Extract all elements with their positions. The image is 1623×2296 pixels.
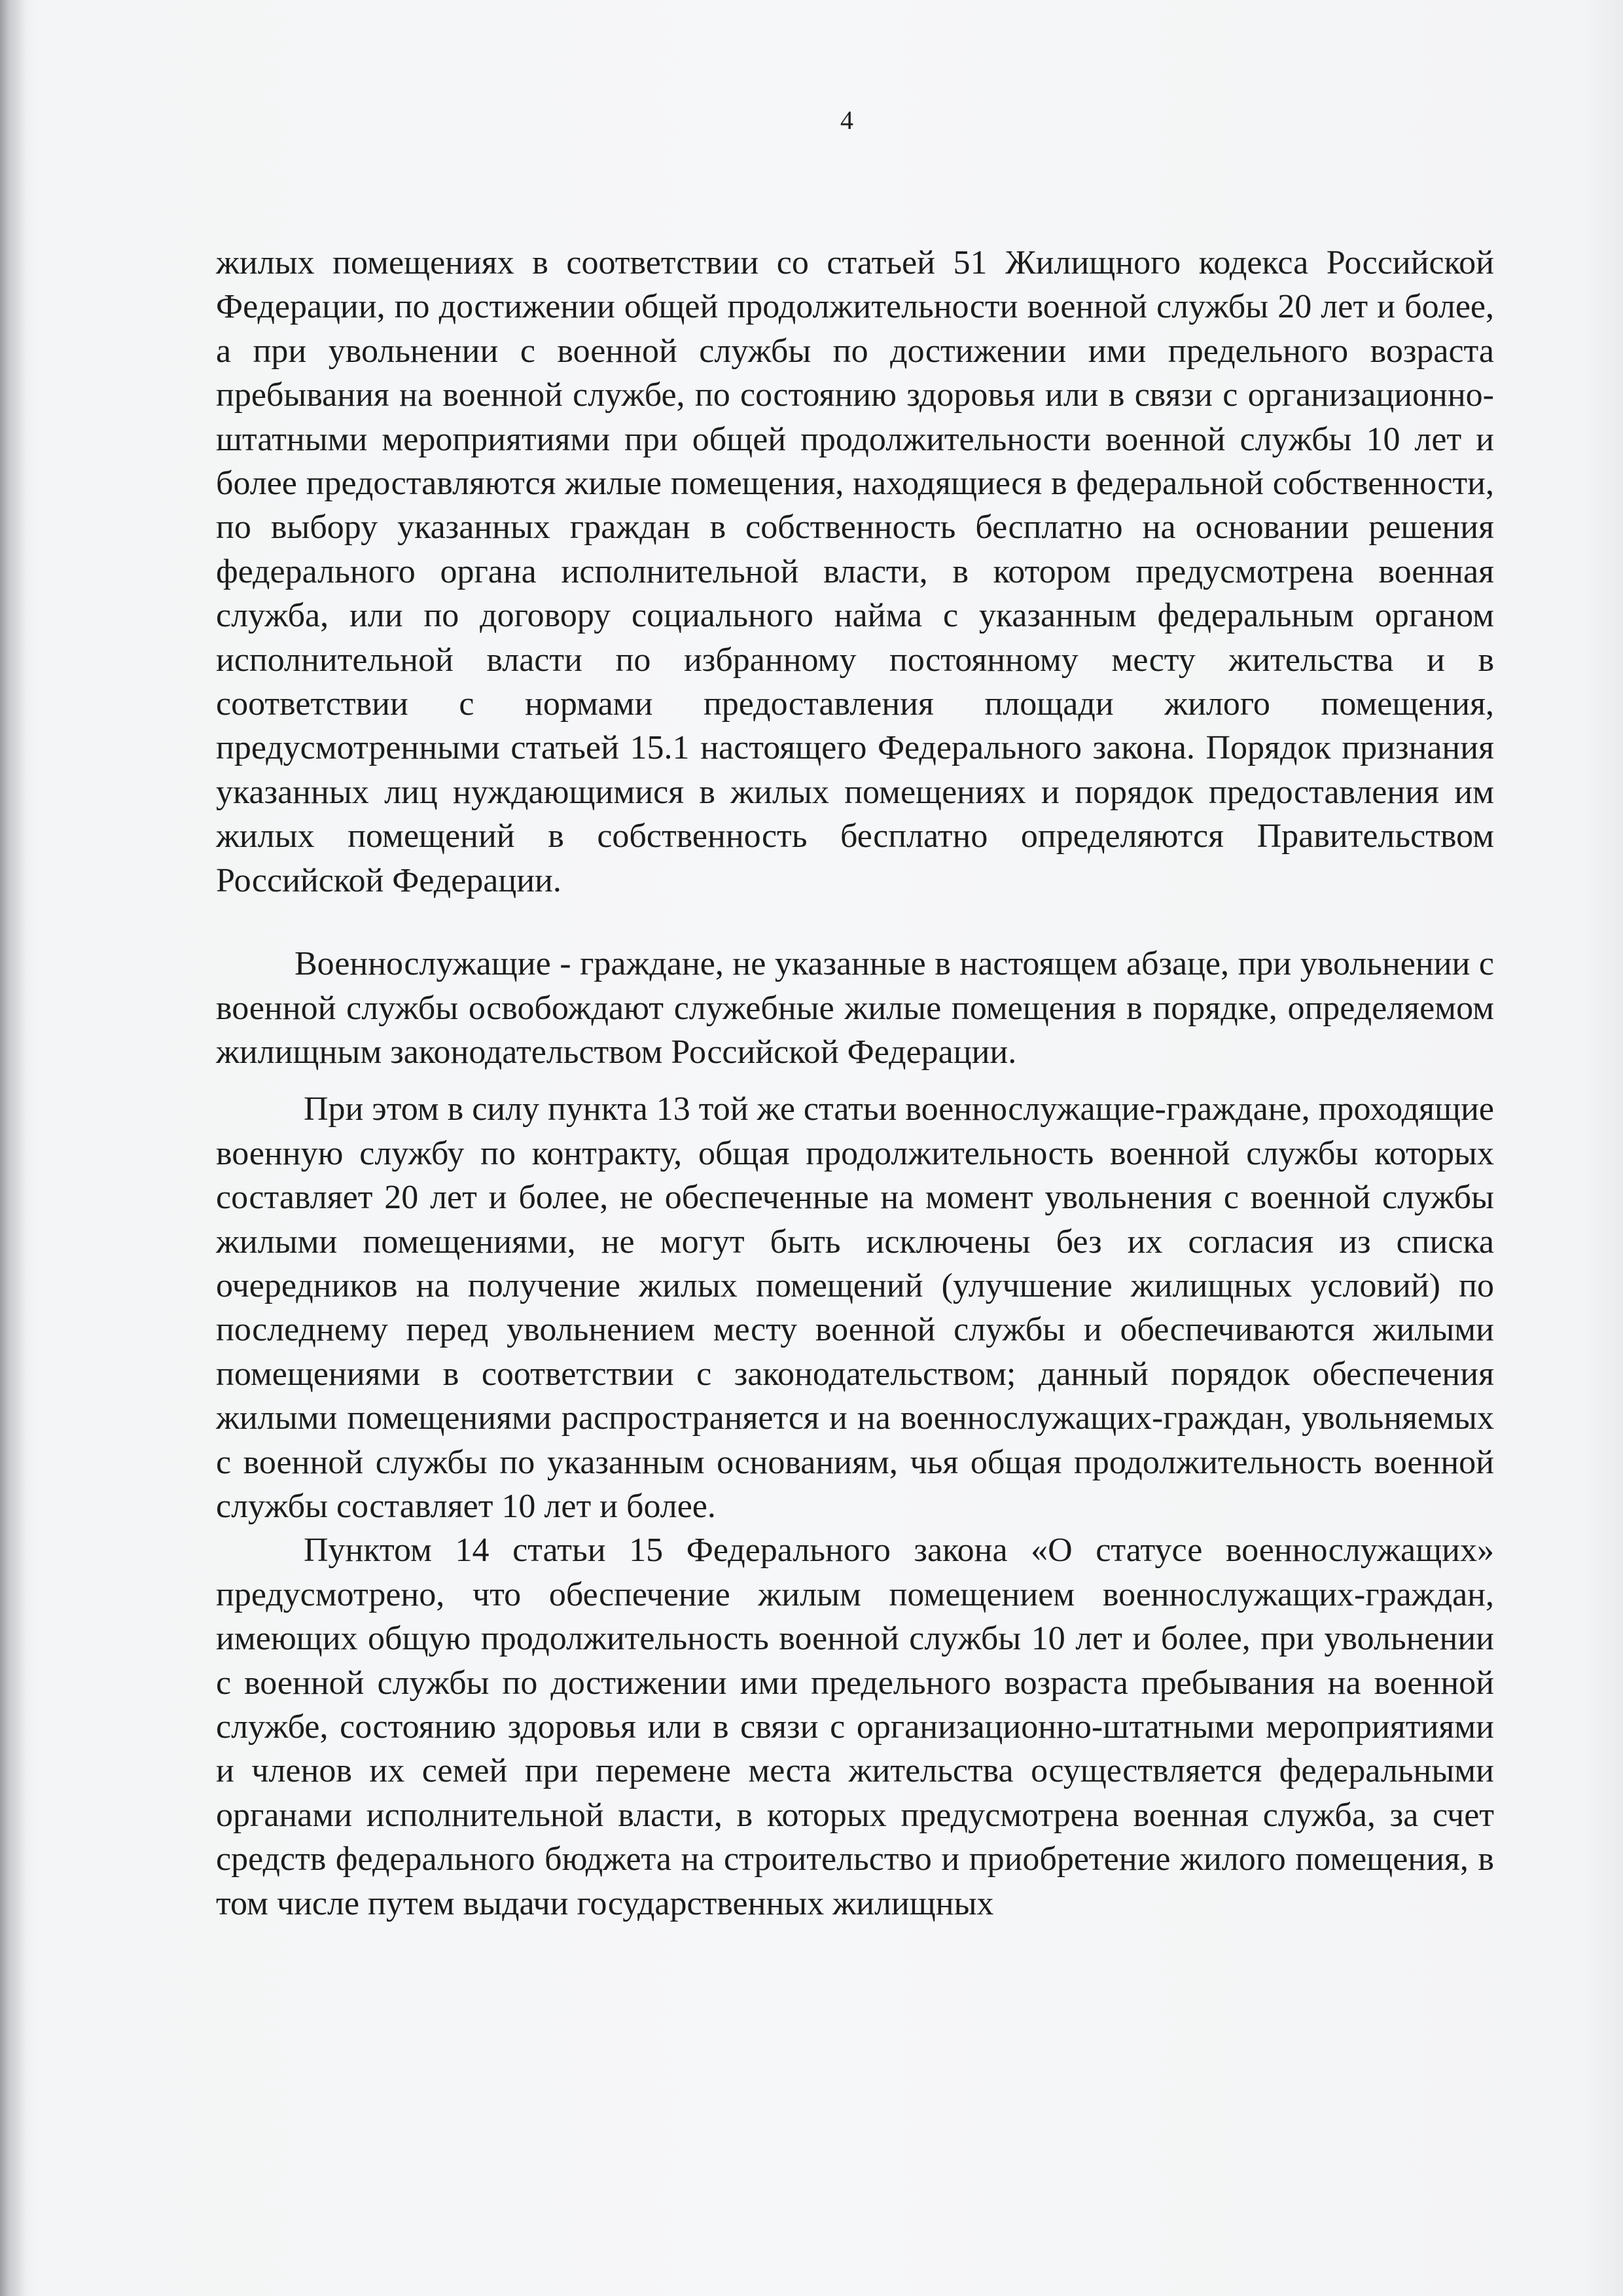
paragraph-3: При этом в силу пункта 13 той же статьи военнослужащие-граждане, проходящие военную службу по контракту, общая продолжительность военной службы которых составляет 20 лет и более, не обеспеченные на момент увольнения с военной службы жилыми помещениями, не могут быть исключены без их согласия из списка очередников на получение жилых помещений (улучшение жилищных условий) по последнему перед увольнением месту военной службы и обеспечиваются жилыми помещениями в соответствии с законодательством; данный порядок обеспечения жилыми помещениями распространяется и на военнослужащих-граждан, увольняемых с военной службы по указанным основаниям, чья общая продолжительность военной службы составляет 10 лет и более.	[216, 1090, 1495, 1525]
page-number: 4	[840, 105, 853, 135]
document-body	[216, 241, 1494, 1926]
page-edge-shadow	[0, 0, 26, 2296]
paragraph-2: Военнослужащие - граждане, не указанные в настоящем абзаце, при увольнении с военной службы освобождают служебные жилые помещения в порядке, определяемом жилищным законодательством Российской Федерации.	[216, 945, 1494, 1071]
paragraph-4: Пунктом 14 статьи 15 Федерального закона «О статусе военнослужащих» предусмотрено, что обеспечение жилым помещением военнослужащих-граждан, имеющих общую продолжительность военной службы 10 лет и более, при увольнении с военной службы по достижении ими предельного возраста пребывания на военной службе, состоянию здоровья или в связи с организационно-штатными мероприятиями и членов их семей при перемене места жительства осуществляется федеральными органами исполнительной власти, в которых предусмотрена военная служба, за счет средств федерального бюджета на строительство и приобретение жилого помещения, в том числе путем выдачи государственных жилищных	[216, 1532, 1494, 1922]
paragraph-1: жилых помещениях в соответствии со статьей 51 Жилищного кодекса Российской Федерации, по достижении общей продолжительности военной службы 20 лет и более, а при увольнении с военной службы по достижении ими предельного возраста пребывания на военной службе, по состоянию здоровья или в связи с организационно-штатными мероприятиями при общей продолжительности военной службы 10 лет и более предоставляются жилые помещения, находящиеся в федеральной собственности, по выбору указанных граждан в собственность бесплатно на основании решения федерального органа исполнительной власти, в котором предусмотрена военная служба, или по договору социального найма с указанным федеральным органом исполнительной власти по избранному постоянному месту жительства и в соответствии с нормами предоставления площади жилого помещения, предусмотренными статьей 15.1 настоящего Федерального закона. Порядок признания указанных лиц нуждающимися в жилых помещениях и порядок предоставления им жилых помещений в собственность бесплатно определяются Правительством Российской Федерации.	[216, 244, 1494, 899]
